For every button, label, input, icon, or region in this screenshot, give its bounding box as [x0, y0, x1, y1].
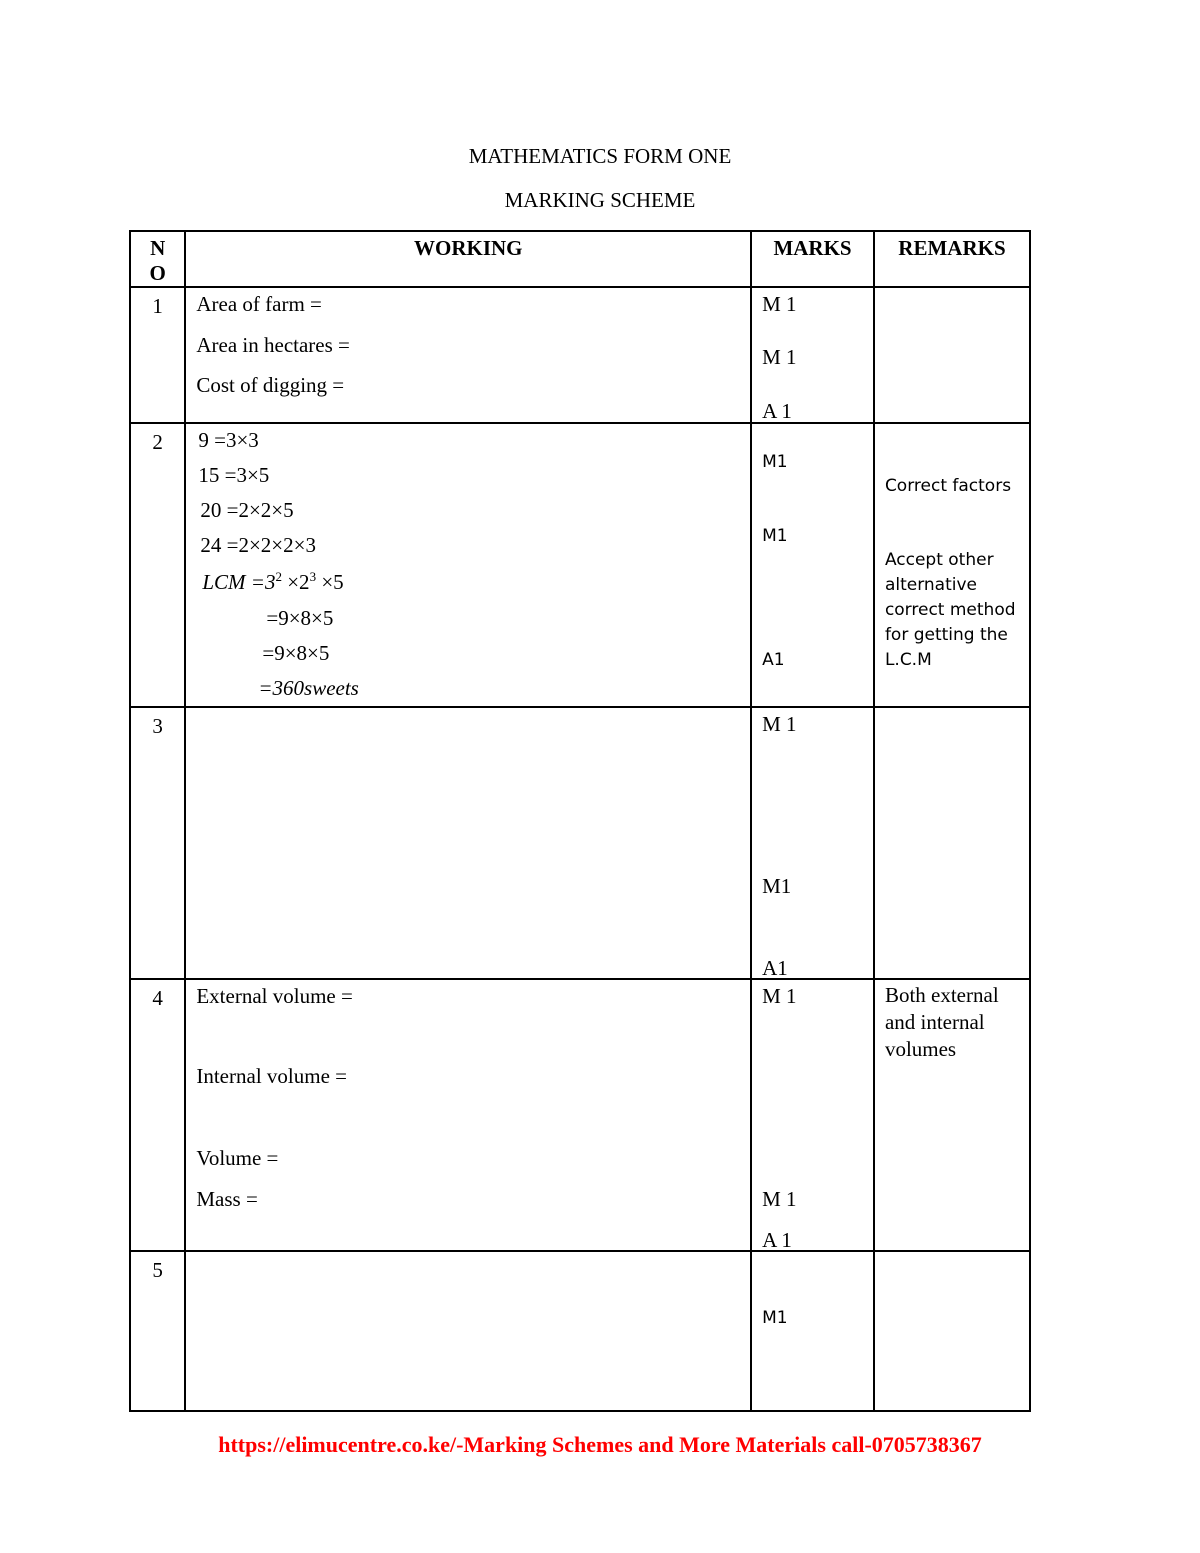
- mark-entry: M 1: [762, 292, 797, 316]
- remark-text: Accept other alternative correct method for getting the L.C.M: [884, 550, 1016, 670]
- document-subtitle: MARKING SCHEME: [504, 188, 696, 212]
- header-no: N O: [130, 231, 185, 287]
- mark-entry: A1: [762, 956, 788, 980]
- mark-entry: A 1: [762, 1228, 792, 1252]
- working-line: 20 =2×2×5: [200, 498, 294, 522]
- remark-text: Correct factors: [884, 476, 1012, 496]
- document-title: MATHEMATICS FORM ONE: [468, 144, 732, 168]
- mark-entry: A 1: [762, 399, 792, 423]
- row-number: 4: [152, 986, 163, 1010]
- working-line: 24 =2×2×2×3: [200, 533, 316, 557]
- working-line: =9×8×5: [262, 641, 330, 665]
- working-line: 9 =3×3: [198, 428, 259, 452]
- table-row: [130, 423, 1030, 707]
- table-row: [130, 1251, 1030, 1411]
- table-row: [130, 979, 1030, 1251]
- mark-entry: M1: [762, 452, 788, 472]
- mark-entry: M 1: [762, 712, 797, 736]
- working-line: =9×8×5: [266, 606, 334, 630]
- marking-scheme-table: [129, 230, 1031, 1412]
- row-number: 3: [152, 714, 163, 738]
- mark-entry: M 1: [762, 1187, 797, 1211]
- header-remarks: REMARKS: [874, 231, 1030, 287]
- mark-entry: M1: [762, 874, 792, 898]
- mark-entry: M 1: [762, 984, 797, 1008]
- row-number: 2: [152, 430, 163, 454]
- working-line: Cost of digging =: [196, 373, 345, 397]
- lcm-line: LCM $=3^2 \times 2^3 \times 5$: [202, 569, 344, 594]
- working-line: =360sweets: [258, 676, 359, 700]
- mark-entry: M 1: [762, 345, 797, 369]
- working-line: Internal volume =: [196, 1064, 347, 1088]
- working-line: Area in hectares =: [196, 333, 350, 357]
- header-working: WORKING: [185, 231, 751, 287]
- mark-entry: M1: [762, 1308, 788, 1328]
- remark-text: Both external and internal volumes: [884, 983, 999, 1061]
- working-line: 15 =3×5: [198, 463, 270, 487]
- mark-entry: M1: [762, 526, 788, 546]
- working-line: Area of farm =: [196, 292, 322, 316]
- table-row: [130, 707, 1030, 979]
- footer-link[interactable]: https://elimucentre.co.ke/-Marking Schemes and More Materials call-0705738367: [218, 1432, 982, 1457]
- table-header-row: [130, 231, 1030, 287]
- mark-entry: A1: [762, 650, 785, 670]
- working-line: Mass =: [196, 1187, 258, 1211]
- working-line: Volume =: [196, 1146, 279, 1170]
- working-line: External volume =: [196, 984, 353, 1008]
- row-number: 1: [152, 294, 163, 318]
- table-row: [130, 287, 1030, 423]
- row-number: 5: [152, 1258, 163, 1282]
- header-marks: MARKS: [751, 231, 874, 287]
